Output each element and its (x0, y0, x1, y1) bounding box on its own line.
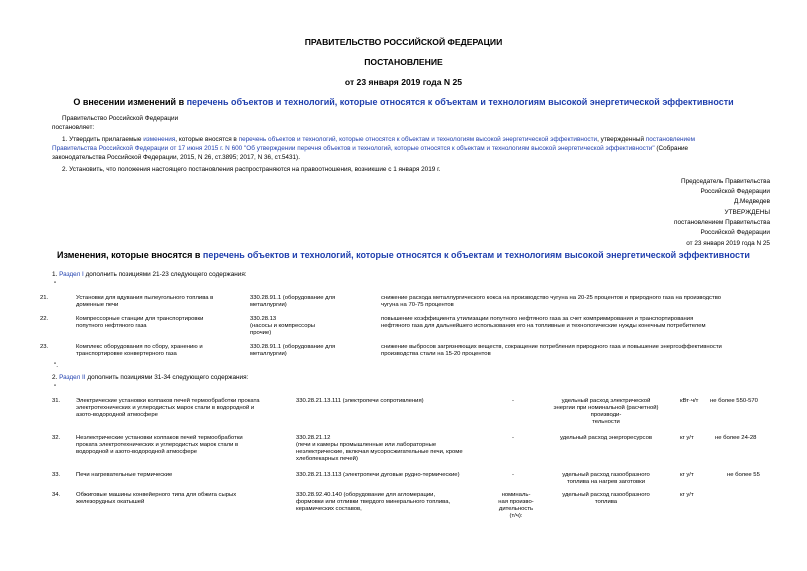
approved-by: постановлением Правительства (674, 219, 770, 226)
item-1-text-e: , утвержденный (597, 136, 646, 143)
table-cell-name: водородной и азото-водородной атмосфере (76, 449, 198, 455)
table-row-number: 34. (52, 492, 61, 498)
intro-line-1: Правительство Российской Федерации (62, 115, 179, 122)
table-cell-code: 330.28.92.40.140 (оборудование для агломерации, (296, 492, 436, 498)
table-cell-code: неэлектрические, включая мусоросжигательные печи, кроме (296, 449, 463, 455)
table-cell-effect: производства стали на 15-20 процентов (381, 351, 491, 357)
table-row-number: 22. (40, 316, 49, 322)
table-cell-code: прочие) (250, 330, 272, 336)
approved-country: Российской Федерации (700, 229, 770, 236)
table-cell-effect: чугуна на 70-75 процентов (381, 302, 454, 308)
table-cell-code: керамических составов, (296, 506, 362, 512)
table-cell-code: 330.28.13 (250, 316, 277, 322)
document-title (0, 97, 807, 107)
section-2-quote-open: " (54, 384, 57, 391)
item-2-text: 2. Установить, что положения настоящего постановления распространяются на правоотношения, возникшие с 1 января 2019 г. (62, 166, 441, 173)
section-1-rest: дополнить позициями 21-23 следующего содержания: (83, 271, 247, 278)
table-cell-effect: снижение расхода металлургического кокса на производство чугуна на 20-25 процентов и природного газа на производство (381, 295, 722, 301)
item-1-line-3: законодательства Российской Федерации, 2015, N 26, ст.3895; 2017, N 36, ст.5431). (52, 154, 300, 161)
table-cell-name: Установки для вдувания пылеугольного топлива в (76, 295, 214, 301)
table-cell-name: Печи нагревательные термические (76, 472, 173, 478)
section-1-quote-close: ". (54, 362, 59, 369)
changes-title-link[interactable]: перечень объектов и технологий, которые относятся к объектам и технологиям высокой энергетической эффективности (202, 250, 750, 260)
table-cell-value: не более 55 (727, 472, 760, 478)
table-cell-effect: снижение выбросов загрязняющих веществ, сокращение потребления природного газа и повышение энергоэффективности (381, 344, 722, 350)
section-1-quote-open: " (54, 281, 57, 288)
signature-country: Российской Федерации (700, 188, 770, 195)
table-cell-capacity: - (512, 398, 514, 404)
section-1-num: 1. (52, 271, 60, 278)
table-row-number: 31. (52, 398, 61, 404)
table-cell-code: (печи и камеры промышленные или лабораторные (296, 442, 437, 448)
changes-title-prefix: Изменения, которые вносятся в (57, 250, 203, 260)
table-cell-name: Обжиговые машины конвейерного типа для обжига сырых (76, 492, 237, 498)
table-cell-indicator: тельности (592, 419, 620, 425)
table-cell-name: Комплекс оборудования по сбору, хранению и (76, 344, 203, 350)
document-type: ПОСТАНОВЛЕНИЕ (364, 57, 443, 67)
signature-name: Д.Медведев (733, 198, 770, 205)
table-cell-indicator: энергии при номинальной (расчетной) (553, 405, 659, 411)
section-2-num: 2. (52, 374, 60, 381)
title-prefix: О внесении изменений в (73, 97, 187, 107)
table-cell-code: 330.28.21.12 (296, 435, 331, 441)
table-cell-code: формовки или отливки твердого минерального топлива, (296, 499, 451, 505)
table-cell-unit: кг у/т (680, 472, 694, 478)
signature-position: Председатель Правительства (681, 178, 770, 185)
table-cell-code: металлургии) (250, 302, 287, 308)
table-cell-name: проката электротехнических и углеродистых марок стали в (76, 442, 239, 448)
table-row-number: 21. (40, 295, 49, 301)
table-cell-indicator: топлива (594, 499, 618, 505)
section-2-heading (52, 374, 248, 382)
intro-line-2: постановляет: (52, 124, 95, 131)
table-row-number: 33. (52, 472, 61, 478)
table-cell-name: азото-водородной атмосфере (76, 412, 158, 418)
table-cell-capacity: - (512, 472, 514, 478)
table-cell-indicator: удельный расход энергоресурсов (560, 435, 652, 441)
item-1-link-list[interactable]: перечень объектов и технологий, которые относятся к объектам и технологиям высокой энергетической эффективности (238, 136, 598, 143)
table-cell-capacity: номиналь- (501, 492, 531, 498)
table-row-number: 23. (40, 344, 49, 350)
table-cell-indicator: производи- (590, 412, 622, 418)
item-1-text-c: , которые вносятся в (175, 136, 239, 143)
table-cell-capacity: (т/ч): (509, 513, 523, 519)
table-cell-indicator: удельный расход электрической (561, 398, 651, 404)
item-1-text-h: (Собрание (654, 145, 689, 152)
table-cell-code: металлургии) (250, 351, 287, 357)
table-cell-capacity: - (512, 435, 514, 441)
approved-date: от 23 января 2019 года N 25 (686, 240, 770, 247)
table-cell-name: попутного нефтяного газа (76, 323, 147, 329)
table-cell-name: Неэлектрические установки колпаков печей термообработки (76, 435, 243, 441)
changes-title (0, 250, 807, 260)
table-cell-effect: нефтяного газа для дальнейшего использования его на топливные и технологические нужды конечным потребителем (381, 323, 706, 329)
table-cell-name: доменные печи (76, 302, 119, 308)
table-cell-name: железорудных окатышей (76, 499, 145, 505)
item-1-link-resolution-600[interactable]: Правительства Российской Федерации от 17 июня 2015 г. N 600 "Об утверждении перечня объектов и технологий, которые относятся к объектам и технологиям высокой энергетической эффективности" (52, 145, 655, 152)
table-cell-code: 330.28.91.1 (оборудование для (250, 295, 336, 301)
table-cell-code: 330.28.21.13.113 (электропечи дуговые рудно-термические) (296, 472, 460, 478)
approved-label: УТВЕРЖДЕНЫ (724, 209, 770, 216)
item-1-link-resolution[interactable]: постановлением (645, 136, 696, 143)
table-cell-code: (насосы и компрессоры (250, 323, 315, 329)
table-cell-name: транспортировке конвертерного газа (76, 351, 177, 357)
section-2-link[interactable]: Раздел II (59, 374, 86, 381)
table-cell-indicator: топлива на нагрев заготовки (566, 479, 645, 485)
table-cell-unit: кг у/т (680, 492, 694, 498)
table-row-number: 32. (52, 435, 61, 441)
table-cell-code: 330.28.21.13.111 (электропечи сопротивления) (296, 398, 424, 404)
table-cell-effect: повышение коэффициента утилизации попутного нефтяного газа за счет компримирования и транспортирования (381, 316, 694, 322)
document-date-number: от 23 января 2019 года N 25 (344, 77, 463, 87)
table-cell-name: электротехнических и углеродистых марок стали в водородной и (76, 405, 255, 411)
title-link[interactable]: перечень объектов и технологий, которые относятся к объектам и технологиям высокой энергетической эффективности (186, 97, 734, 107)
table-cell-indicator: удельный расход газообразного (562, 472, 650, 478)
table-cell-indicator: удельный расход газообразного (562, 492, 650, 498)
item-1-text-a: 1. Утвердить прилагаемые (62, 136, 144, 143)
table-cell-name: Компрессорные станции для транспортировки (76, 316, 204, 322)
section-2-rest: дополнить позициями 31-34 следующего содержания: (85, 374, 249, 381)
table-cell-unit: кг у/т (680, 435, 694, 441)
table-cell-capacity: ная произво- (498, 499, 534, 505)
table-cell-value: не более 24-28 (715, 435, 757, 441)
item-1-link-changes[interactable]: изменения (143, 136, 176, 143)
section-1-link[interactable]: Раздел I (59, 271, 84, 278)
item-1-line-2 (52, 145, 688, 153)
section-1-heading (52, 271, 247, 279)
table-cell-value: не более 550-570 (710, 398, 758, 404)
table-cell-code: хлебопекарных печей) (296, 456, 358, 462)
table-cell-capacity: дительность (498, 506, 534, 512)
item-1-line-1 (62, 136, 695, 144)
table-cell-name: Электрические установки колпаков печей термообработки проката (76, 398, 260, 404)
table-cell-code: 330.28.91.1 (оборудование для (250, 344, 336, 350)
government-name: ПРАВИТЕЛЬСТВО РОССИЙСКОЙ ФЕДЕРАЦИИ (304, 37, 503, 47)
table-cell-unit: кВт·ч/т (680, 398, 699, 404)
